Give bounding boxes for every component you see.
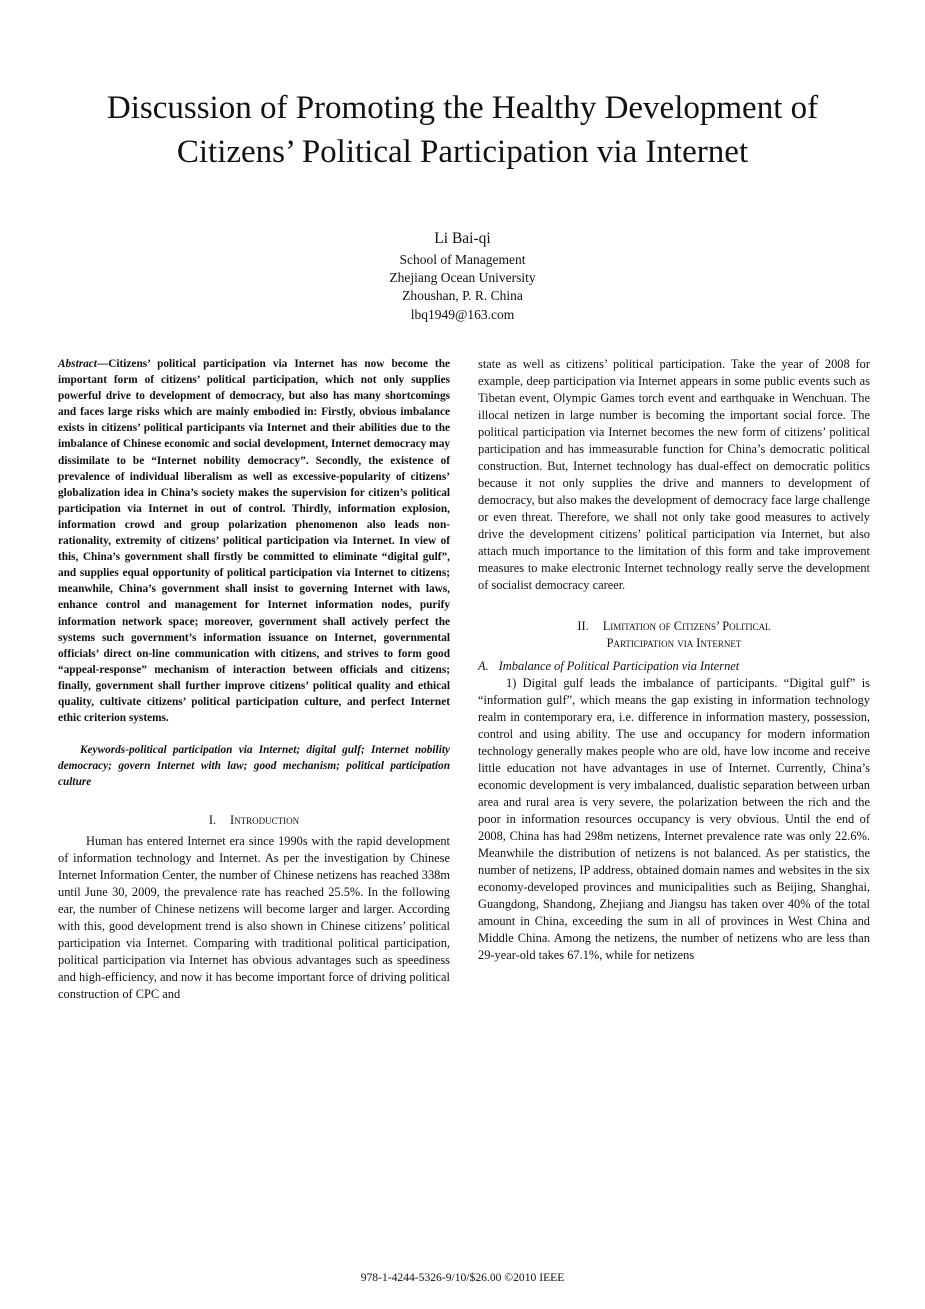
author-department: School of Management — [399, 252, 526, 267]
title-line-2: Citizens’ Political Participation via Internet — [176, 134, 749, 170]
section-1-title: Introduction — [230, 813, 300, 828]
subsection-a-number: A. — [478, 659, 489, 673]
section-2-title-line-2: Participation via Internet — [606, 636, 742, 650]
section-1-number: I. — [208, 813, 217, 828]
section-2-heading-line-1 — [478, 618, 870, 635]
paper-title — [40, 86, 885, 174]
abstract-text: —Citizens’ political participation via Internet has now become the important form of citizens’ political participation, which not only supplies powerful drive to development of democracy, but also has many shortcomings and faces large risks which are mainly embodied in: Firstly, obvious imbalance exists in citizens’ political participants via Internet and their abilities due to the imbalance of Chinese economic and social development, Internet democracy may dissimilate to be “Internet nobility democracy”. Secondly, the existence of prevalence of individual liberalism as well as excessive-popularity of citizens’ globalization idea in China’s society makes the supervision for citizen’s political participation via Internet in out of control. Thirdly, information explosion, information crowd and group polarization phenomenon also leads non-rationality, extremity of citizens’ political participation via Internet. In view of this, China’s government shall firstly be committed to eliminate “digital gulf”, and supplies equal opportunity of political participation via Internet to citizens; meanwhile, China’s government shall insist to governing Internet with laws, enhance control and management for Internet information nodes, purify information network space; moreover, government shall actively perfect the systems such government’s information issuance on Internet, governmental officials’ direct on-line communication with citizens, and strives to form good “appeal-response” mechanism of interaction between officials and citizens; finally, government shall further improve citizens’ political quality and ethical quality, cultivate citizens’ political participation culture, and perfect Internet ethic criterion systems. — [58, 358, 450, 725]
section-1-paragraph-1: Human has entered Internet era since 1990s with the rapid development of information technology and Internet. As per the investigation by Chinese Internet Information Center, the number of Chinese netizens has reached 338m until June 30, 2009, the prevalence rate has reached 25.5%. In the following ear, the number of Chinese netizens will become larger and larger. According with this, good development trend is also shown in Chinese citizens’ political participation via Internet. Comparing with traditional political participation, political participation via Internet has obvious advantages such as speediness and high-efficiency, and now it has become important force of driving political construction of CPC and — [58, 834, 450, 1002]
author-name: Li Bai-qi — [434, 230, 491, 247]
section-2-heading — [478, 618, 870, 652]
left-column — [58, 356, 450, 1003]
author-university: Zhejiang Ocean University — [389, 270, 536, 286]
abstract-label: Abstract — [58, 358, 97, 370]
section-1-paragraph-1-continued: state as well as citizens’ political participation. Take the year of 2008 for example, deep participation via Internet appears in some public events such as Tibetan event, Olympic Games torch event and earthquake in Wenchuan. The illocal netizen in large number is becoming the important social force. The political participation via Internet becomes the new form of citizens’ political participation and has immeasurable function for China’s democratic political construction. But, Internet technology has dual-effect on democratic politics because it not only supplies the drive and manners to development of democracy, but also makes the development of democracy face large challenge or even threat. Therefore, we shall not only take good measures to actively drive the development citizens’ political participation via Internet, but also attach much importance to the limitation of this form and take improvement measures to make electronic Internet technology really serve the development of socialist democracy career. — [478, 357, 870, 592]
author-email: lbq1949@163.com — [410, 306, 515, 322]
subsection-a-title: Imbalance of Political Participation via Internet — [498, 659, 740, 673]
author-block — [250, 227, 675, 324]
subsection-a-paragraph-1: 1) Digital gulf leads the imbalance of participants. “Digital gulf” is “information gulf”, which means the gap existing in information technology realm in contemporary era, i.e. difference in information mastery, possession, control and using ability. The use and occupancy for modern information technology generally makes people who are old, have low income and receive little education not have advantages in use of Internet. Currently, China’s economic development is very imbalanced, dualistic separation between urban area and rural area is very severe, the polarization between the rich and the poor in information resources occupancy is very obvious. Until the end of 2008, China has had 298m netizens, Internet prevalence rate was only 22.6%. Meanwhile the distribution of netizens is not balanced. As per statistics, the number of netizens, IP address, obtained domain names and websites in the six economy-developed provinces and municipalities such as Beijing, Shanghai, Guangdong, Shandong, Zhejiang and Jiangsu has taken over 40% of the total amount in China, exceeding the sum in all of provinces in West China and Middle China. Among the netizens, the number of netizens who are less than 29-year-old takes 67.1%, while for netizens — [478, 676, 870, 962]
footer-copyright: 978-1-4244-5326-9/10/$26.00 ©2010 IEEE — [360, 1271, 565, 1284]
keywords: Keywords-political participation via Internet; digital gulf; Internet nobility democracy; govern Internet with law; good mechanism; political participation culture — [58, 744, 450, 789]
section-2-number: II. — [577, 619, 589, 633]
section-2-title-line-1: Limitation of Citizens’ Political — [602, 619, 771, 633]
subsection-a-heading — [478, 658, 870, 675]
right-column — [478, 356, 870, 964]
author-location: Zhoushan, P. R. China — [402, 288, 523, 304]
section-1-heading — [58, 812, 450, 829]
abstract — [58, 356, 450, 726]
title-line-1: Discussion of Promoting the Healthy Development of — [106, 90, 819, 126]
